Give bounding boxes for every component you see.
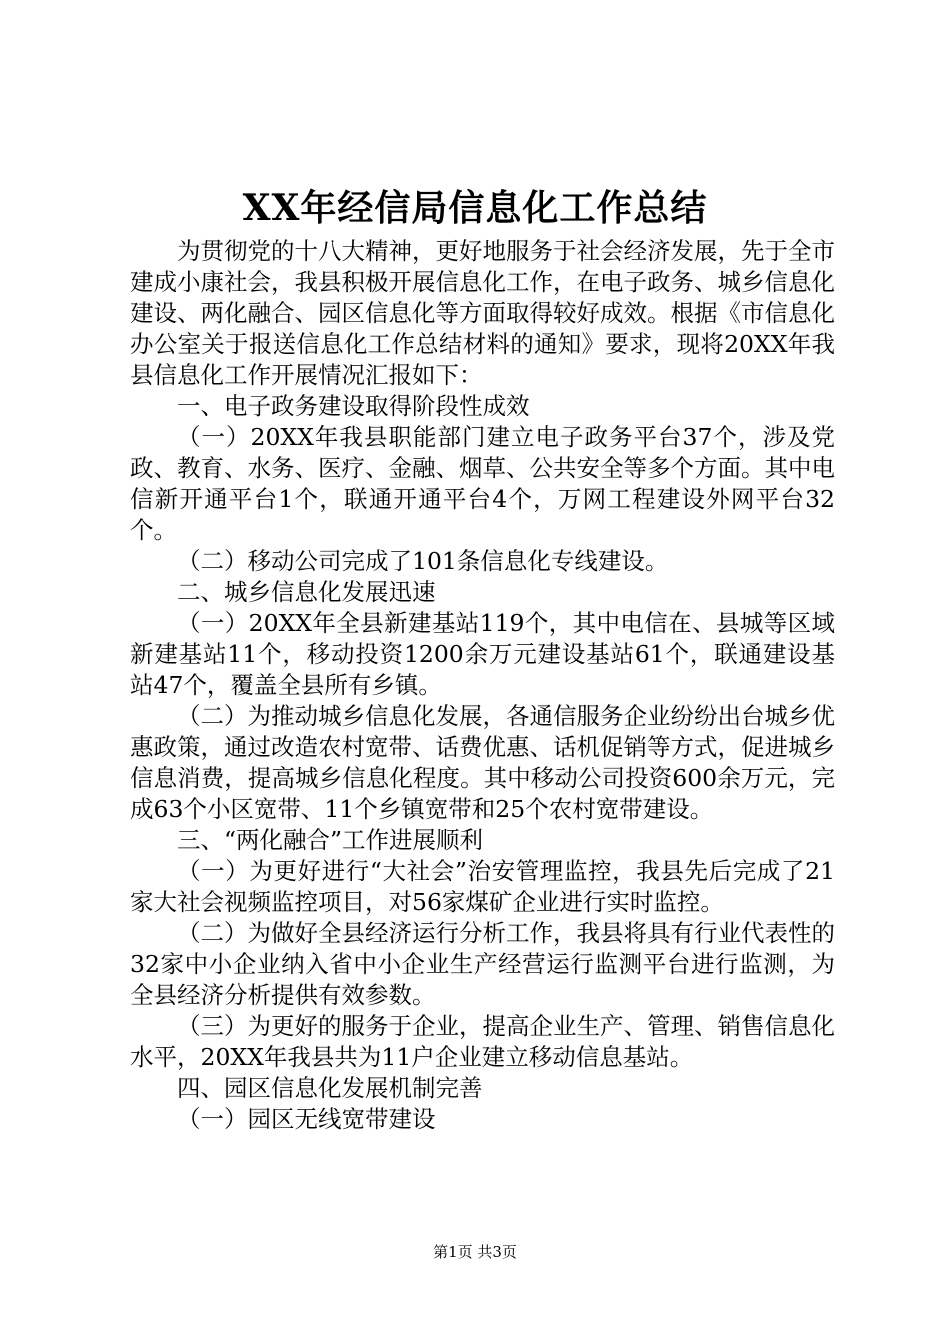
section-3-item-3: （三）为更好的服务于企业，提高企业生产、管理、销售信息化水平，20XX年我县共为11户企业建立移动信息基站。 [130,1012,835,1071]
section-3-item-2: （二）为做好全县经济运行分析工作，我县将具有行业代表性的32家中小企业纳入省中小企业生产经营运行监测平台进行监测，为全县经济分析提供有效参数。 [130,919,835,1009]
section-1-item-1: （一）20XX年我县职能部门建立电子政务平台37个，涉及党政、教育、水务、医疗、金融、烟草、公共安全等多个方面。其中电信新开通平台1个，联通开通平台4个，万网工程建设外网平台32个。 [130,423,835,544]
intro-paragraph: 为贯彻党的十八大精神，更好地服务于社会经济发展，先于全市建成小康社会，我县积极开展信息化工作，在电子政务、城乡信息化建设、两化融合、园区信息化等方面取得较好成效。根据《市信息化办公室关于报送信息化工作总结材料的通知》要求，现将20XX年我县信息化工作开展情况汇报如下： [130,237,835,389]
section-2-item-2: （二）为推动城乡信息化发展，各通信服务企业纷纷出台城乡优惠政策，通过改造农村宽带、话费优惠、话机促销等方式，促进城乡信息消费，提高城乡信息化程度。其中移动公司投资600余万元，完成63个小区宽带、11个乡镇宽带和25个农村宽带建设。 [130,702,835,823]
section-3-item-1: （一）为更好进行“大社会”治安管理监控，我县先后完成了21家大社会视频监控项目，对56家煤矿企业进行实时监控。 [130,857,835,916]
page-number-footer: 第1页 共3页 [433,1243,517,1261]
section-1-item-2: （二）移动公司完成了101条信息化专线建设。 [177,547,669,575]
section-heading-2: 二、城乡信息化发展迅速 [177,578,436,606]
section-heading-1: 一、电子政务建设取得阶段性成效 [177,392,530,420]
section-heading-4: 四、园区信息化发展机制完善 [177,1074,483,1102]
document-title: XX年经信局信息化工作总结 [242,187,708,229]
section-4-item-1: （一）园区无线宽带建设 [177,1105,436,1133]
section-heading-3: 三、“两化融合”工作进展顺利 [177,826,484,854]
document-body [130,236,835,1135]
section-2-item-1: （一）20XX年全县新建基站119个，其中电信在、县城等区域新建基站11个，移动投资1200余万元建设基站61个，联通建设基站47个，覆盖全县所有乡镇。 [130,609,835,699]
